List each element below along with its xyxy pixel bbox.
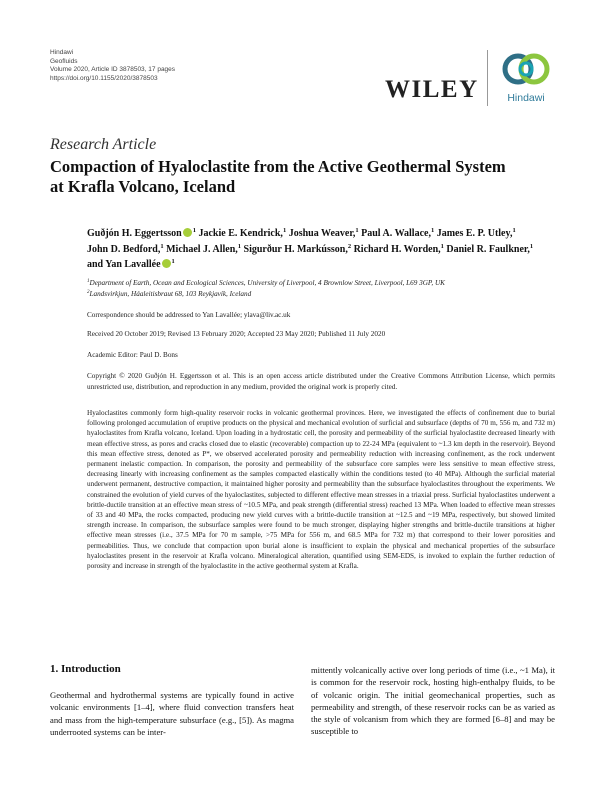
wiley-logo: WILEY (385, 76, 479, 103)
correspondence: Correspondence should be addressed to Yan Lavallée; ylava@liv.ac.uk (87, 311, 291, 319)
author-name: Guðjón H. Eggertsson $^1$ (87, 227, 196, 239)
author-name: Jackie E. Kendrick,$^1$ (198, 227, 287, 239)
author-name: James E. P. Utley,$^1$ (436, 227, 516, 239)
article-type: Research Article (50, 136, 157, 153)
author-name: Michael J. Allen,$^1$ (166, 242, 242, 255)
section-heading-introduction: 1. Introduction (50, 663, 121, 675)
orcid-icon[interactable] (162, 259, 171, 268)
hindawi-logo-text: Hindawi (507, 92, 545, 104)
doi-link[interactable]: https://doi.org/10.1155/2020/3878503 (50, 74, 158, 82)
abstract: Hyaloclastites commonly form high-quality reservoir rocks in volcanic geothermal provinces. Here, we investigated the effects of confinement due to burial following prolonged accumulation of eruptive products on the physical and mechanical evolution of surficial and subsurface (depths of 70 m, 556 m, and 732 m) hyaloclastites from Krafla volcano, Iceland. Upon loading in a hydrostatic cell, the porosity and permeability of the surficial hyaloclastite decreased linearly with mean effective stress, as pores and cracks closed due to elastic (recoverable) compaction up to 22-24 MPa (equivalent to ~1.3 km depth in the reservoir). Beyond this mean effective stress, denoted as P*, we observed accelerated porosity and permeability reduction with increasing confinement, as the rock underwent permanent inelastic compaction. In comparison, the porosity and permeability of the subsurface core samples were less sensitive to mean effective stress, decreasing linearly with increasing confinement as the samples compacted elastically within the conditions tested (to 40 MPa). Although the surficial material underwent permanent, destructive compaction, it maintained higher porosity and permeability than the subsurface hyaloclastites throughout the experiments. We constrained the evolution of yield curves of the hyaloclastites, subjected to different effective mean stresses in a triaxial press. Surficial hyaloclastites underwent a brittle-ductile transition at an effective mean stress of ~10.5 MPa, and peak strength (differential stress) reached 13 MPa. When loaded to effective mean stresses of 33 and 40 MPa, the rocks compacted, producing new yield curves with a brittle-ductile transition at ~12.5 and ~19 MPa, respectively, but showed limited strength increase. In comparison, the subsurface samples were found to be much stronger, displaying higher strengths and brittle-ductile transitions at higher effective mean stresses (i.e., 37.5 MPa for 70 m sample, >75 MPa for 556 m, and 68.5 MPa for 732 m) that correspond to their lower porosities and permeabilities. Thus, we conclude that compaction upon burial alone is insufficient to explain the physical and mechanical properties of the subsurface hyaloclastites present in the reservoir at Krafla volcano. Mineralogical alteration, quantified using SEM-EDS, is invoked to explain the further reduction of porosity and increase in strength of the hyaloclastite in the active geothermal system at Krafla. (87, 409, 555, 571)
affiliation-line: $^1$Department of Earth, Ocean and Ecological Sciences, University of Liverpool, 4 Brownlow Street, Liverpool, L69 3GP, UK (87, 279, 445, 287)
introduction-right-column: mittently volcanically active over long periods of time (i.e., ~1 Ma), it is common for the reservoir rock, hosting high-enthalpy fluids, to be of volcanic origin. The initial geomechanical properties, such as permeability and strength, of these reservoir rocks can be as varied as the style of volcanism from which they are formed [6–8] and may be susceptible to (311, 665, 555, 737)
hindawi-logo-icon (498, 46, 554, 92)
author-name: Sigurður H. Markússon,$^2$ (243, 242, 352, 255)
article-dates: Received 20 October 2019; Revised 13 February 2020; Accepted 23 May 2020; Published 11 July 2020 (87, 330, 386, 338)
academic-editor: Academic Editor: Paul D. Bons (87, 351, 178, 359)
introduction-left-column: Geothermal and hydrothermal systems are typically found in active volcanic environments [1–4], where fluid convection transfers heat and mass from the high-temperature subsurface (e.g., [5]). As magma underrooted systems can be inter- (50, 690, 294, 737)
author-name: Richard H. Worden,$^1$ (353, 242, 444, 255)
journal-meta (50, 49, 175, 83)
author-name: John D. Bedford,$^1$ (87, 242, 164, 255)
author-name: and Yan Lavallée $^1$ (87, 258, 175, 270)
volume-line: Volume 2020, Article ID 3878503, 17 pages (50, 66, 176, 74)
orcid-icon[interactable] (183, 228, 192, 237)
affiliations (87, 278, 555, 299)
publisher-name: Hindawi (50, 49, 74, 56)
logo-divider (487, 50, 488, 106)
article-title: Compaction of Hyaloclastite from the Active Geothermal System at Krafla Volcano, Iceland (50, 157, 506, 196)
copyright-notice: Copyright © 2020 Guðjón H. Eggertsson et al. This is an open access article distributed under the Creative Commons Attribution License, which permits unrestricted use, distribution, and reproduction in any medium, provided the original work is properly cited. (87, 372, 555, 391)
author-name: Daniel R. Faulkner,$^1$ (446, 242, 534, 255)
author-name: Paul A. Wallace,$^1$ (361, 227, 435, 239)
journal-name: Geofluids (50, 57, 78, 65)
author-list (87, 226, 555, 273)
affiliation-line: $^2$Landsvirkjun, Háaleitisbraut 68, 103 Reykjavík, Iceland (87, 289, 252, 298)
author-name: Joshua Weaver,$^1$ (288, 227, 359, 239)
